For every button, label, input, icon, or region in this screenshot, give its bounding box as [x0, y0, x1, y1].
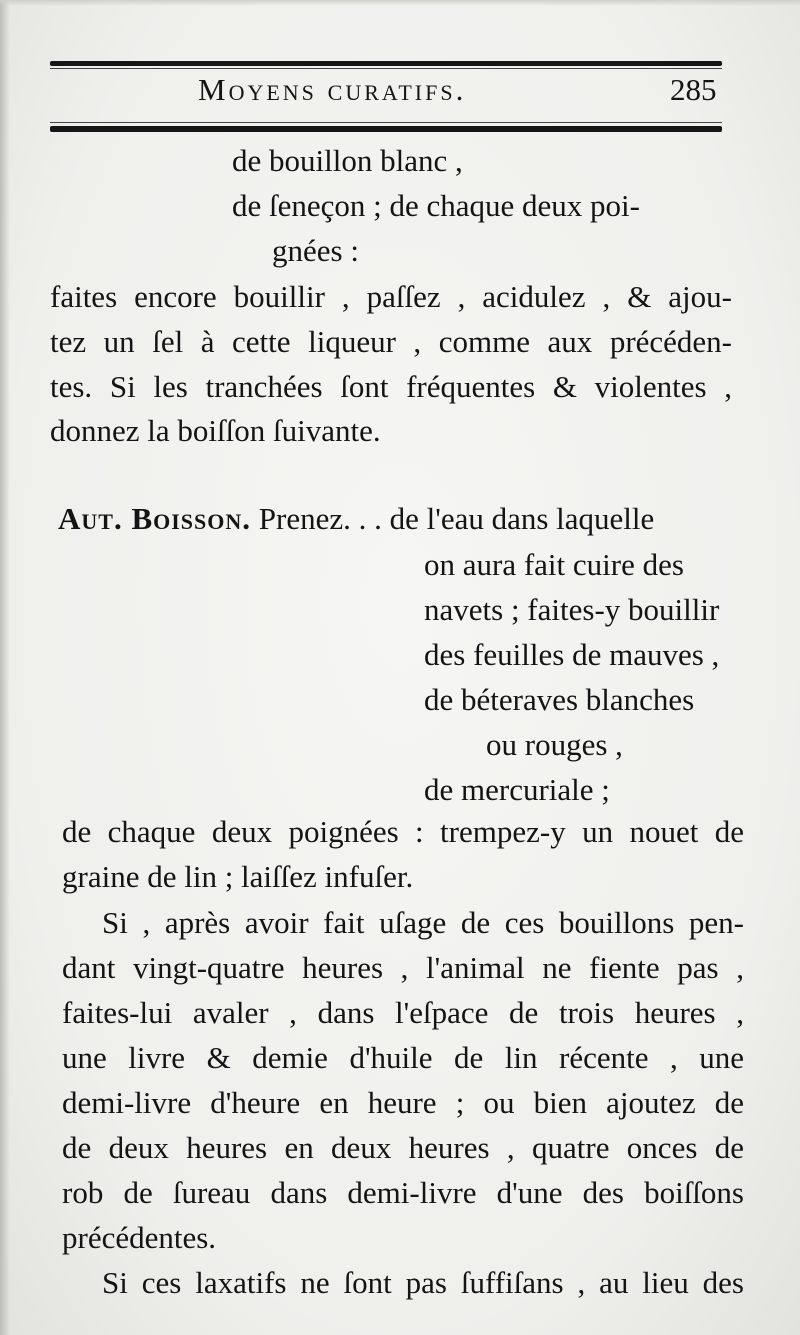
- recipe-ingredient-line: de mercuriale ;: [424, 772, 610, 807]
- text-line: demi-livre d'heure en heure ; ou bien ajoutez de: [62, 1085, 744, 1120]
- paragraph-first-line: Si , après avoir fait uſage de ces bouillons pen-: [102, 905, 744, 940]
- text-line: dant vingt-quatre heures , l'animal ne fiente pas ,: [62, 950, 744, 985]
- header-rule-top: [50, 61, 722, 66]
- header-rule-bottom: [50, 126, 722, 132]
- recipe-ingredient-line: des feuilles de mauves ,: [424, 637, 720, 672]
- header-rule-top-thin: [50, 68, 722, 69]
- text-line: faites-lui avaler , dans l'eſpace de trois heures ,: [62, 995, 744, 1030]
- text-line: tes. Si les tranchées ſont fréquentes & violentes ,: [50, 369, 732, 404]
- text-line: une livre & demie d'huile de lin récente , une: [62, 1040, 744, 1075]
- text-line: donnez la boiſſon ſuivante.: [50, 413, 381, 448]
- text-line: graine de lin ; laiſſez infuſer.: [62, 859, 414, 894]
- recipe-title: Aut. Boisson.: [58, 501, 252, 536]
- running-head: Moyens curatifs.: [198, 72, 467, 107]
- page-top-shadow: [0, 0, 800, 6]
- page-number: 285: [670, 72, 717, 107]
- text-line: de ſeneçon ; de chaque deux poi-: [232, 188, 640, 223]
- text-line: précédentes.: [62, 1220, 217, 1255]
- header-rule-bottom-thin: [50, 122, 722, 123]
- recipe-ingredient-line: de béteraves blanches: [424, 682, 695, 717]
- text-line: de deux heures en deux heures , quatre onces de: [62, 1130, 744, 1165]
- text-line: tez un ſel à cette liqueur , comme aux précéden-: [50, 324, 732, 359]
- text-line: faites encore bouillir , paſſez , acidulez , & ajou-: [50, 279, 732, 314]
- recipe-ingredient-line: on aura fait cuire des: [424, 547, 684, 582]
- recipe-ingredient-line: navets ; faites-y bouillir: [424, 592, 720, 627]
- paragraph-first-line: Si ces laxatifs ne ſont pas ſuffiſans , au lieu des: [102, 1265, 744, 1300]
- text-line: rob de ſureau dans demi-livre d'une des boiſſons: [62, 1175, 744, 1210]
- text-line: de chaque deux poignées : trempez-y un nouet de: [62, 814, 744, 849]
- text-line: gnées :: [272, 233, 359, 268]
- recipe-heading: [58, 499, 654, 539]
- page-edge-shadow: [0, 0, 10, 1335]
- recipe-ingredient-line: ou rouges ,: [486, 727, 623, 762]
- text-line: de bouillon blanc ,: [232, 143, 463, 178]
- recipe-instruction: Prenez. . . de l'eau dans laquelle: [251, 501, 655, 536]
